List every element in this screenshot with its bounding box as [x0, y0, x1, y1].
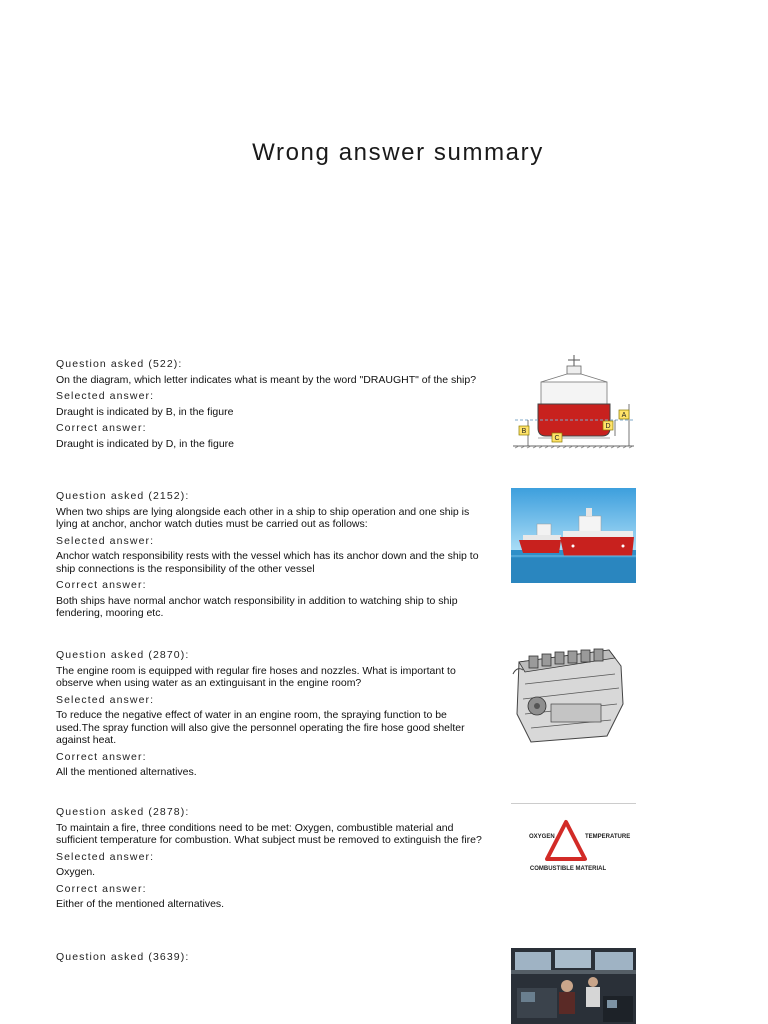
selected-answer-label: Selected answer: — [56, 693, 155, 706]
selected-answer-text: Anchor watch responsibility rests with the vessel which has its anchor down and the ship to ship connections is the responsibility of the other vessel — [56, 550, 479, 575]
selected-answer-text: To reduce the negative effect of water in an engine room, the spraying function to be used.The spray function will also give the personnel operating the fire hose good shelter against heat. — [56, 709, 465, 746]
correct-answer-text: All the mentioned alternatives. — [56, 766, 197, 778]
temperature-label: TEMPERATURE — [585, 834, 631, 840]
question-asked-label: Question asked (2870): — [56, 649, 190, 661]
question-text: The engine room is equipped with regular fire hoses and nozzles. What is important to observe when using water as an extinguisant in the engine room? — [56, 664, 456, 689]
question-block-2152 — [56, 490, 488, 624]
fire-triangle-image — [511, 803, 636, 893]
selected-answer-text: Oxygen. — [56, 866, 96, 878]
draught-letter-a: A — [621, 412, 627, 419]
correct-answer-label: Correct answer: — [56, 422, 147, 434]
question-block-3639 — [56, 951, 488, 967]
draught-letter-b: B — [521, 428, 527, 435]
draught-letter-c: C — [554, 435, 560, 442]
selected-answer-label: Selected answer: — [56, 850, 155, 863]
correct-answer-text: Both ships have normal anchor watch responsibility in addition to watching ship to ship fendering, mooring etc. — [56, 594, 458, 619]
correct-answer-text: Either of the mentioned alternatives. — [56, 898, 225, 910]
oxygen-label: OXYGEN — [529, 834, 555, 840]
draught-letter-d: D — [605, 423, 611, 430]
combustible-material-label: COMBUSTIBLE MATERIAL — [529, 866, 607, 872]
engine-image — [511, 644, 636, 744]
question-text: When two ships are lying alongside each other in a ship to ship operation and one ship is lying at anchor, anchor watch duties must be carried out as follows: — [56, 505, 470, 530]
question-block-522 — [56, 358, 488, 454]
correct-answer-label: Correct answer: — [56, 750, 147, 763]
question-block-2878 — [56, 806, 488, 915]
question-asked-label: Question asked (2878): — [56, 806, 190, 818]
ship-bridge-image — [511, 948, 636, 1024]
page-title: Wrong answer summary — [252, 139, 544, 166]
correct-answer-label: Correct answer: — [56, 882, 147, 895]
ship-draught-diagram — [511, 354, 636, 452]
question-block-2870 — [56, 649, 488, 783]
question-asked-label: Question asked (3639): — [56, 951, 190, 963]
question-asked-label: Question asked (522): — [56, 358, 183, 370]
question-text: To maintain a fire, three conditions need to be met: Oxygen, combustible material and sufficient temperature for combustion. What subject must be removed to extinguish the fire? — [56, 821, 482, 846]
selected-answer-label: Selected answer: — [56, 534, 155, 547]
correct-answer-text: Draught is indicated by D, in the figure — [56, 437, 235, 450]
two-ships-image — [511, 488, 636, 583]
selected-answer-text: Draught is indicated by B, in the figure — [56, 405, 234, 418]
question-asked-label: Question asked (2152): — [56, 490, 190, 502]
correct-answer-label: Correct answer: — [56, 579, 147, 591]
question-text: On the diagram, which letter indicates what is meant by the word "DRAUGHT" of the ship? — [56, 373, 477, 386]
selected-answer-label: Selected answer: — [56, 390, 155, 402]
